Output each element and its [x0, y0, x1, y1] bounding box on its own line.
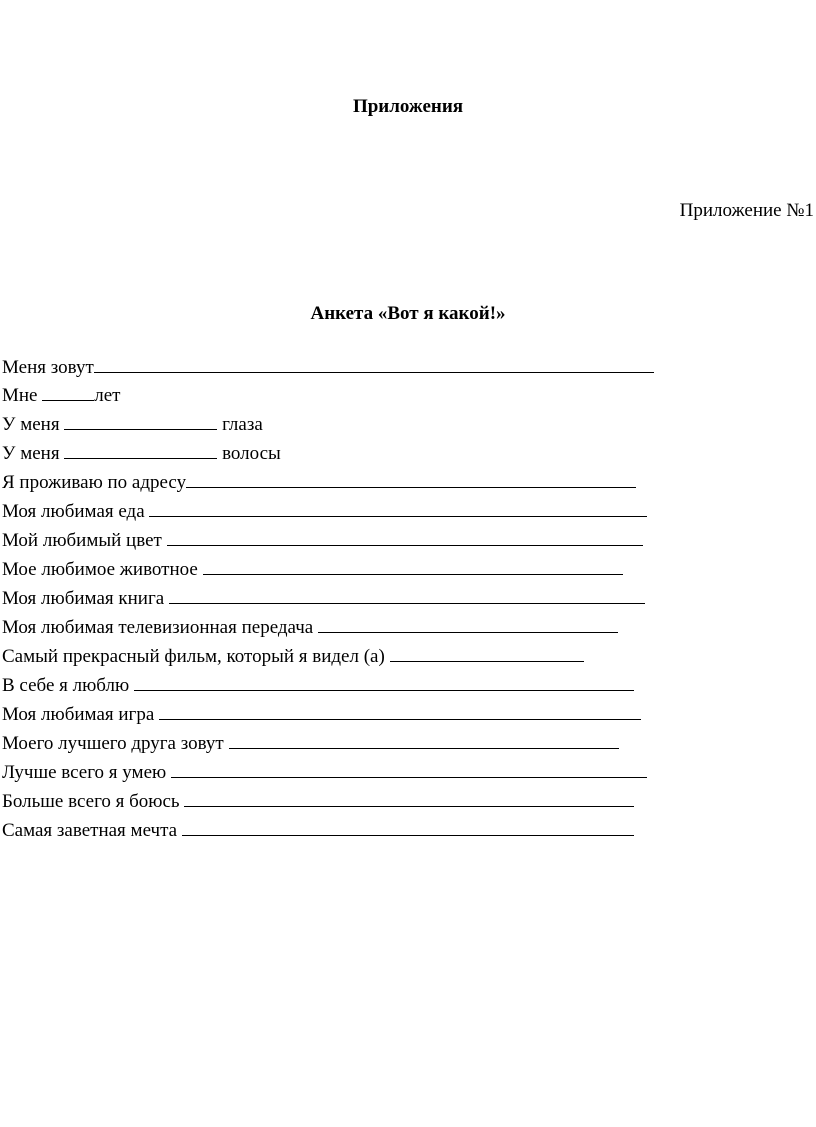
field-favorite-book [2, 584, 645, 612]
answer-blank[interactable] [42, 381, 94, 401]
field-cherished-dream [2, 816, 634, 844]
answer-blank[interactable] [149, 497, 647, 517]
field-favorite-color [2, 526, 643, 554]
field-suffix: глаза [217, 414, 263, 435]
answer-blank[interactable] [159, 700, 641, 720]
appendix-number: Приложение №1 [679, 200, 814, 221]
answer-blank[interactable] [169, 584, 645, 604]
field-label: Меня зовут [2, 357, 94, 378]
field-label: Я проживаю по адресу [2, 472, 187, 493]
answer-blank[interactable] [186, 468, 636, 488]
field-label: У меня [2, 443, 65, 464]
field-label: Лучше всего я умею [2, 762, 171, 783]
field-love-in-self [2, 671, 634, 699]
field-label: Мне [2, 385, 43, 406]
field-label: Моего лучшего друга зовут [2, 733, 229, 754]
field-favorite-tv-show [2, 613, 618, 641]
answer-blank[interactable] [167, 526, 643, 546]
field-label: Моя любимая телевизионная передача [2, 617, 318, 638]
field-favorite-food [2, 497, 647, 525]
answer-blank[interactable] [171, 758, 647, 778]
field-label: Моя любимая игра [2, 704, 160, 725]
field-label: Больше всего я боюсь [2, 791, 185, 812]
answer-blank[interactable] [184, 787, 634, 807]
field-hair [2, 439, 281, 467]
field-best-friend [2, 729, 619, 757]
field-age [2, 381, 120, 409]
answer-blank[interactable] [64, 439, 217, 459]
answer-blank[interactable] [390, 642, 584, 662]
field-label: Мой любимый цвет [2, 530, 167, 551]
field-label: Самый прекрасный фильм, который я видел (а) [2, 646, 390, 667]
answer-blank[interactable] [229, 729, 619, 749]
field-name [2, 353, 654, 381]
answer-blank[interactable] [182, 816, 634, 836]
form-title: Анкета «Вот я какой!» [310, 303, 506, 324]
field-suffix: волосы [217, 443, 281, 464]
field-address [2, 468, 636, 496]
field-favorite-game [2, 700, 641, 728]
field-label: В себе я люблю [2, 675, 134, 696]
field-suffix: лет [94, 385, 121, 406]
answer-blank[interactable] [318, 613, 618, 633]
field-label: Мое любимое животное [2, 559, 203, 580]
page-title: Приложения [352, 96, 464, 117]
field-favorite-animal [2, 555, 623, 583]
answer-blank[interactable] [94, 353, 654, 373]
field-label: У меня [2, 414, 65, 435]
answer-blank[interactable] [64, 410, 217, 430]
field-best-film [2, 642, 584, 670]
field-label: Моя любимая книга [2, 588, 169, 609]
field-best-skill [2, 758, 647, 786]
answer-blank[interactable] [134, 671, 634, 691]
field-biggest-fear [2, 787, 634, 815]
field-label: Моя любимая еда [2, 501, 150, 522]
field-eyes [2, 410, 263, 438]
field-label: Самая заветная мечта [2, 820, 182, 841]
answer-blank[interactable] [203, 555, 623, 575]
